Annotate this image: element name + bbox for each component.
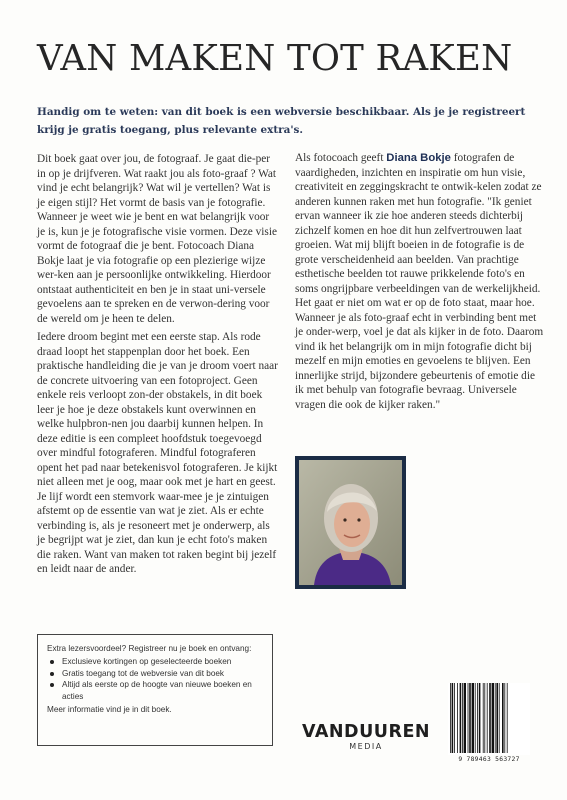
barcode-bar xyxy=(487,683,488,753)
barcode-bar xyxy=(484,683,485,753)
barcode-bar xyxy=(464,683,466,753)
barcode-bar xyxy=(489,683,491,753)
intro-notice: Handig om te weten: van dit boek is een webversie beschikbaar. Als je je registreert krijg je gratis toegang, plus relevante extra's. xyxy=(37,106,526,136)
barcode-bar xyxy=(460,683,462,753)
benefit-item: Exclusieve kortingen op geselecteerde boeken xyxy=(47,656,263,668)
isbn-number: 9 789463 563727 xyxy=(458,756,520,763)
barcode-bar xyxy=(468,683,469,753)
reader-benefit-box xyxy=(37,634,273,746)
barcode-icon xyxy=(448,683,530,755)
benefit-item: Gratis toegang tot de webversie van dit boek xyxy=(47,668,263,680)
author-bio xyxy=(295,151,545,412)
publisher-sub: MEDIA xyxy=(349,742,383,751)
publisher-name: VANDUUREN xyxy=(302,722,431,742)
barcode-bar xyxy=(496,683,498,753)
info-intro: Extra lezersvoordeel? Registreer nu je boek en ontvang: xyxy=(47,644,252,653)
barcode-bar xyxy=(507,683,508,753)
barcode-bar xyxy=(454,683,455,753)
barcode-bar xyxy=(475,683,476,753)
barcode-bar xyxy=(450,683,451,753)
left-column xyxy=(37,152,279,581)
info-footer: Meer informatie vind je in dit boek. xyxy=(47,704,172,714)
barcode-bar xyxy=(452,683,454,753)
publisher-logo xyxy=(302,722,430,752)
author-portrait-image xyxy=(299,460,402,585)
barcode-bar xyxy=(502,683,504,753)
barcode-bar xyxy=(469,683,471,753)
left-paragraph-2: Iedere droom begint met een eerste stap. Als rode draad loopt het stappenplan door het boek. Een praktische handleiding die je van je droom voert naar de concrete uitvoering van een fotoproject. Geen enkele reis verloopt zon-der obstakels, in dit boek leer je hoe je deze obstakels kunt overwinnen en welke hulpbron-nen jou daarbij kunnen helpen. In deze editie is een compleet hoofdstuk toegevoegd over mindful fotograferen. Mindful fotograferen opent het pad naar betekenisvol fotograferen. Je kijkt niet alleen met je oog, maar ook met je hart en geest. Je lijf wordt een stemvork waar-mee je je zintuigen afstemt op de essentie van wat je ziet. Als er echte verbinding is, als je resoneert met je onderwerp, als je begrijpt wat je ziet, dan kun je echt foto's maken die raken. Want van maken tot raken begint bij jezelf en leidt naar de ander. xyxy=(37,331,278,575)
barcode-bar xyxy=(483,683,484,753)
barcode-bar xyxy=(477,683,478,753)
barcode-bar xyxy=(462,683,463,753)
barcode-bar xyxy=(492,683,494,753)
barcode-bar xyxy=(504,683,505,753)
barcode-bar xyxy=(499,683,500,753)
barcode-bars xyxy=(448,683,530,755)
barcode-bar xyxy=(457,683,458,753)
left-paragraph-1: Dit boek gaat over jou, de fotograaf. Je gaat die-per in op je drijfveren. Wat raakt jou als foto-graaf ? Wat vind je echt belangrijk? Wat wil je vertellen? Wat is je eigen stijl? Het vormt de basis van je fotografie. Wanneer je weet wie je bent en wat belangrijk voor je is, kun je je fotografische visie vormen. Deze visie vormt de fotograaf die je bent. Fotocoach Diana Bokje laat je via fotografie op een plezierige wijze wer-ken aan je persoonlijke ontwikkeling. Hierdoor ontstaat authenticiteit en ben je in staat uni-versele gevoelens aan te spreken en de verwon-dering voor de wereld om je heen te delen. xyxy=(37,153,277,325)
barcode-bar xyxy=(472,683,474,753)
barcode-bar xyxy=(495,683,496,753)
benefit-item: Altijd als eerste op de hoogte van nieuwe boeken en acties xyxy=(47,679,263,703)
benefit-list xyxy=(47,656,263,703)
book-title: VAN MAKEN TOT RAKEN xyxy=(37,38,513,79)
bio-prefix: Als fotocoach geeft xyxy=(295,152,387,164)
barcode-bar xyxy=(479,683,481,753)
bio-text: fotografen de vaardigheden, inzichten en inspiratie om hun visie, creativiteit en zeggingskracht te ontwik-kelen zodat ze anderen kunnen raken met hun fotografie. "Ik geniet ervan wanneer ik zie hoe anderen steeds dichterbij zichzelf komen en hoe dit hun zelfvertrouwen laat groeien. Wat mij blijft boeien in de fotografie is de grote verscheidenheid aan beelden. Van prachtige esthetische beelden tot rauwe prikkelende foto's en soms ongrijpbare verbeeldingen van de werkelijkheid. Het gaat er niet om wat er op de foto staat, maar hoe. Wanneer je als foto-graaf echt in verbinding bent met je onder-werp, voel je dat als kijker in de foto. Daarom vind ik het belangrijk om in mijn fotografie dicht bij mezelf en mijn emoties en gevoelens te blijven. Een innerlijke strijd, bijzondere gebeurtenis of emotie die ik met behulp van fotografie bevraag. Universele vragen die ook de kijker raken." xyxy=(295,152,544,411)
author-photo xyxy=(295,456,406,589)
author-name: Diana Bokje xyxy=(386,152,451,164)
right-column xyxy=(295,151,545,416)
